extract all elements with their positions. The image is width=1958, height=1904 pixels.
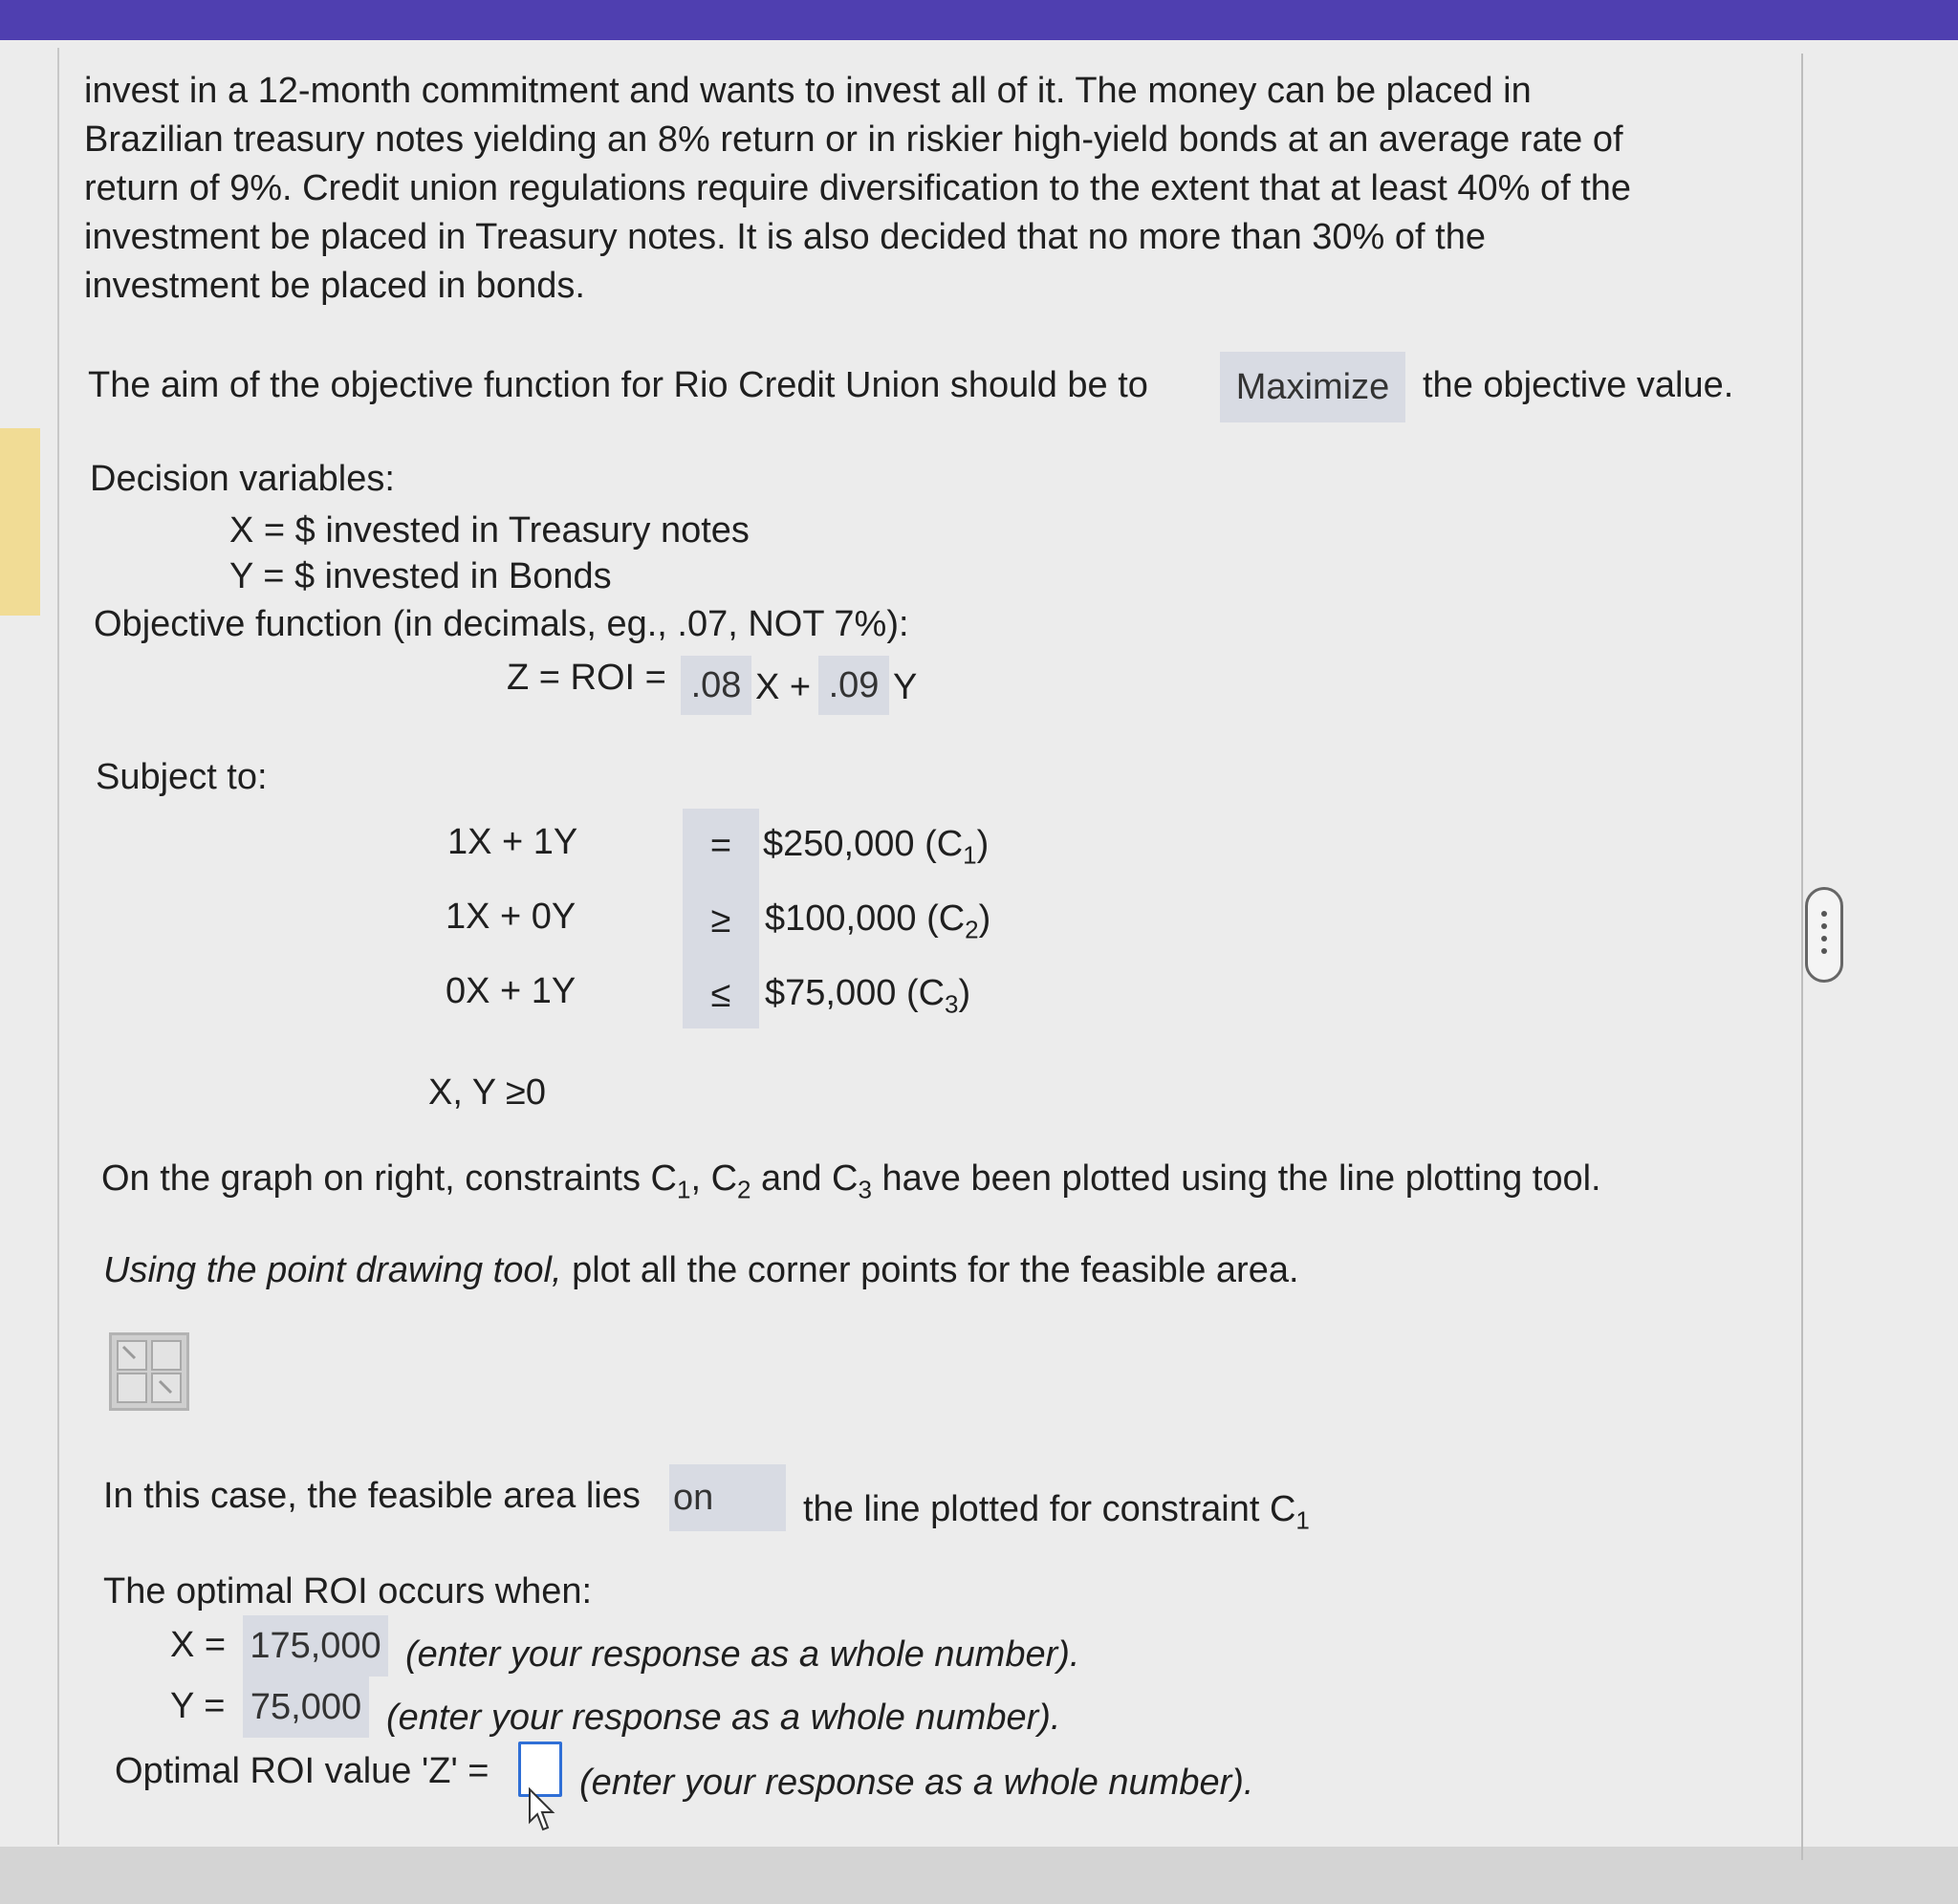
coef-y-value: .09 bbox=[828, 665, 880, 705]
problem-line: return of 9%. Credit union regulations require diversification to the extent that at least 40% of the bbox=[84, 168, 1632, 208]
optimal-y-value: 75,000 bbox=[250, 1687, 362, 1727]
constraint-row-lhs: 1X + 0Y bbox=[446, 897, 577, 937]
optimal-y-hint: (enter your response as a whole number). bbox=[386, 1698, 1061, 1738]
optimal-z-hint: (enter your response as a whole number). bbox=[579, 1763, 1254, 1803]
coef-x-input[interactable] bbox=[681, 656, 751, 715]
aim-select[interactable] bbox=[1220, 352, 1405, 422]
optimal-y-label: Y = bbox=[170, 1686, 226, 1726]
problem-line: investment be placed in Treasury notes. It is also decided that no more than 30% of the bbox=[84, 217, 1486, 257]
aim-select-value: Maximize bbox=[1235, 367, 1390, 407]
constraint-row-rhs: $75,000 $(C_3)$ bbox=[765, 973, 971, 1019]
objective-x-label: X + bbox=[755, 667, 812, 707]
panel-resize-handle[interactable] bbox=[1805, 887, 1843, 983]
coef-x-value: .08 bbox=[690, 665, 742, 705]
optimal-x-hint: (enter your response as a whole number). bbox=[405, 1634, 1080, 1675]
optimal-x-label: X = bbox=[170, 1625, 227, 1665]
optimal-x-input[interactable] bbox=[243, 1615, 388, 1677]
problem-line: invest in a 12-month commitment and wants to invest all of it. The money can be placed in bbox=[84, 71, 1532, 111]
decision-x-definition: X = $ invested in Treasury notes bbox=[229, 510, 750, 551]
constraint-operator-select[interactable]: = bbox=[709, 826, 732, 866]
optimal-z-label: Optimal ROI value 'Z' = bbox=[115, 1751, 490, 1791]
graph-note: On the graph on right, constraints $C_1$, $C_2$ and $C_3$ have been plotted using the line plotting tool. bbox=[101, 1158, 1601, 1204]
cursor-arrow-icon bbox=[528, 1787, 556, 1835]
left-divider bbox=[57, 48, 59, 1845]
nonnegativity-constraint: X, Y ≥0 bbox=[428, 1072, 546, 1113]
decision-y-definition: Y = $ invested in Bonds bbox=[229, 556, 612, 596]
aim-suffix: the objective value. bbox=[1423, 365, 1734, 405]
right-divider bbox=[1801, 54, 1803, 1860]
objective-heading: Objective function (in decimals, eg., .07, NOT 7%): bbox=[94, 604, 909, 644]
feasible-select-value: on bbox=[673, 1478, 714, 1518]
bottom-band bbox=[0, 1847, 1958, 1904]
optimal-heading: The optimal ROI occurs when: bbox=[103, 1571, 593, 1612]
coef-y-input[interactable] bbox=[818, 656, 889, 715]
constraint-operator-select[interactable]: ≤ bbox=[710, 975, 731, 1015]
top-bar bbox=[0, 0, 1958, 40]
problem-text bbox=[84, 67, 1631, 311]
vertical-dots-icon bbox=[1821, 911, 1827, 961]
graph-tool-button[interactable] bbox=[109, 1332, 189, 1411]
constraint-row-rhs: $250,000 $(C_1)$ bbox=[763, 824, 990, 870]
problem-line: investment be placed in bonds. bbox=[84, 266, 585, 306]
objective-lhs: Z = ROI = bbox=[507, 658, 666, 698]
feasible-select[interactable] bbox=[669, 1464, 786, 1531]
feasible-prefix: In this case, the feasible area lies bbox=[103, 1476, 641, 1516]
objective-y-label: Y bbox=[893, 667, 918, 707]
highlight-tab bbox=[0, 428, 40, 616]
constraints-heading: Subject to: bbox=[96, 757, 268, 797]
problem-line: Brazilian treasury notes yielding an 8% return or in riskier high-yield bonds at an average rate of bbox=[84, 119, 1623, 160]
optimal-y-input[interactable] bbox=[243, 1677, 369, 1738]
graph-tool-icon bbox=[112, 1335, 186, 1408]
constraint-row-lhs: 0X + 1Y bbox=[446, 971, 577, 1011]
constraint-operator-select[interactable]: ≥ bbox=[710, 900, 731, 941]
constraint-row-lhs: 1X + 1Y bbox=[447, 822, 578, 862]
point-tool-instruction: Using the point drawing tool, plot all the corner points for the feasible area. bbox=[103, 1250, 1299, 1290]
optimal-x-value: 175,000 bbox=[250, 1626, 381, 1666]
decision-heading: Decision variables: bbox=[90, 459, 395, 499]
aim-prefix: The aim of the objective function for Rio Credit Union should be to bbox=[88, 365, 1148, 405]
constraint-row-rhs: $100,000 $(C_2)$ bbox=[765, 898, 991, 944]
feasible-suffix: the line plotted for constraint $C_1$ bbox=[803, 1489, 1310, 1535]
